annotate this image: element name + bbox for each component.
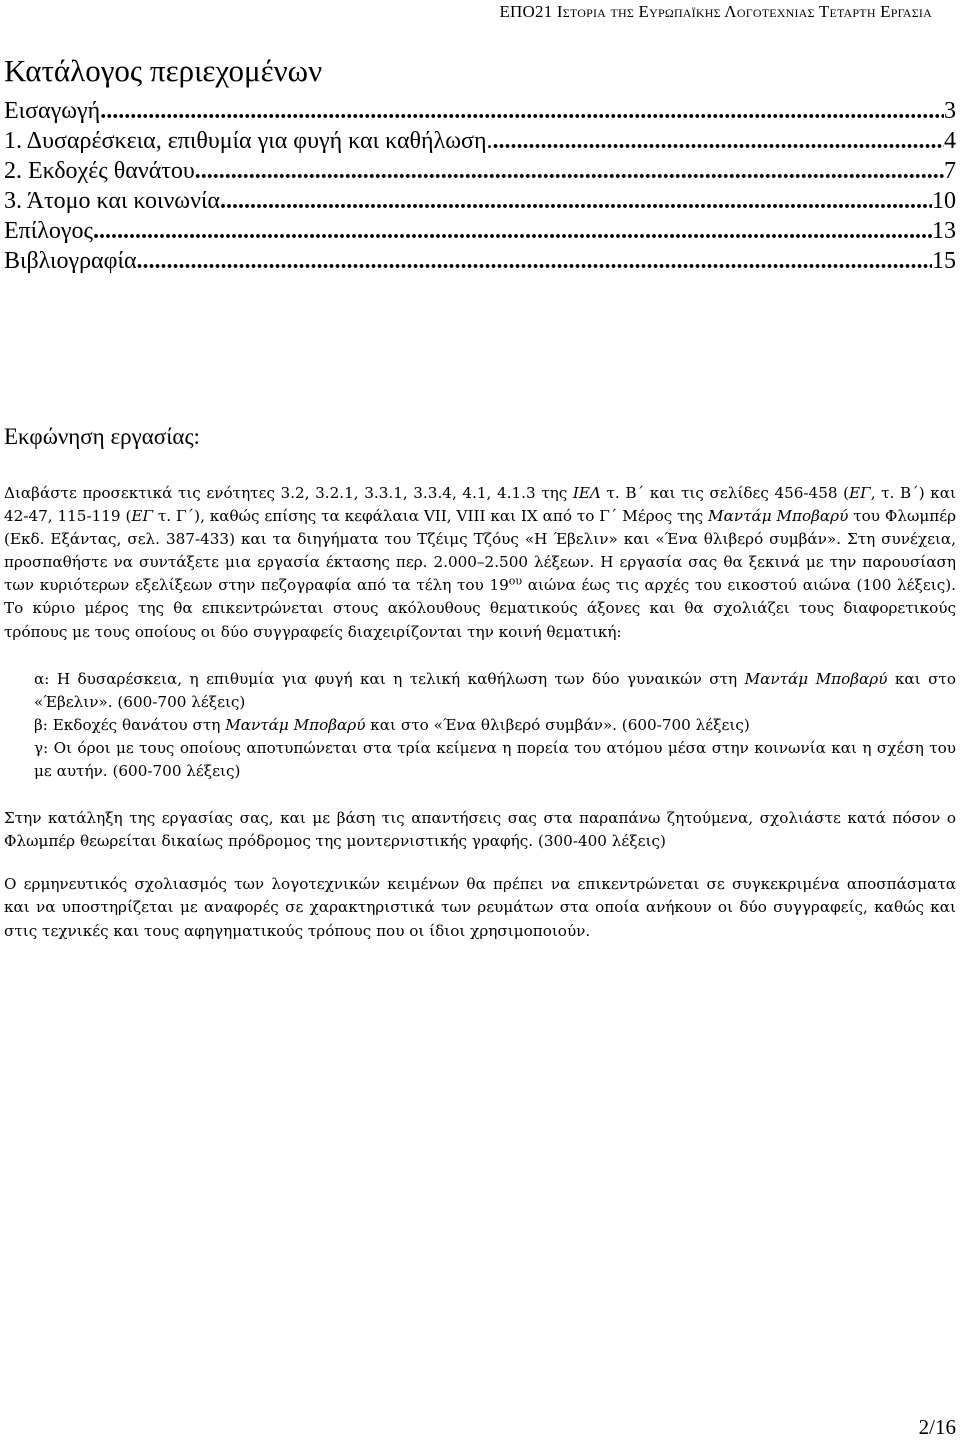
- toc-leader-dots: [137, 246, 932, 276]
- toc-leader-dots: [493, 126, 945, 156]
- toc-entry-chapter-1[interactable]: [4, 126, 956, 156]
- toc-entry-chapter-2[interactable]: [4, 156, 956, 186]
- toc-leader-dots: [195, 156, 944, 186]
- toc-leader-dots: [220, 186, 932, 216]
- toc-entry-chapter-3[interactable]: [4, 186, 956, 216]
- toc-entry-label: 2. Εκδοχές θανάτου: [4, 158, 195, 184]
- axis-beta: β: Εκδοχές θανάτου στη Μαντάμ Μποβαρύ και στο «Ένα θλιβερό συμβάν». (600-700 λέξεις): [34, 715, 750, 734]
- assignment-paragraph-3: Ο ερμηνευτικός σχολιασμός των λογοτεχνικών κειμένων θα πρέπει να επικεντρώνεται σε συγκεκριμένα αποσπάσματα και να υποστηρίζεται με αναφορές σε χαρακτηριστικά των ρευμάτων στα οποία ανήκουν οι δύο συγγραφείς, καθώς και στις τεχνικές και τους αφηγηματικούς τρόπους που οι ίδιοι χρησιμοποιούν.: [4, 875, 956, 940]
- toc-entry-page: 10: [932, 188, 956, 214]
- toc-entry-label: 1. Δυσαρέσκεια, επιθυμία για φυγή και καθήλωση.: [4, 128, 493, 154]
- toc-entry-page: 3: [944, 98, 956, 124]
- toc-entry-label: Βιβλιογραφία: [4, 248, 137, 274]
- toc-leader-dots: [93, 216, 932, 246]
- assignment-paragraph-2: Στην κατάληξη της εργασίας σας, και με βάση τις απαντήσεις σας στα παραπάνω ζητούμενα, σχολιάστε κατά πόσον ο Φλωμπέρ θεωρείται δικαίως πρόδρομος της μοντερνιστικής γραφής. (300-400 λέξεις): [4, 809, 956, 851]
- toc-entry-bibliography[interactable]: [4, 246, 956, 276]
- toc-entry-page: 15: [932, 248, 956, 274]
- toc-entry-label: Εισαγωγή: [4, 98, 101, 124]
- toc-entry-introduction[interactable]: [4, 96, 956, 126]
- toc-entry-page: 7: [944, 158, 956, 184]
- toc-entry-page: 4: [944, 128, 956, 154]
- axis-gamma: γ: Οι όροι με τους οποίους αποτυπώνεται στα τρία κείμενα η πορεία του ατόμου μέσα στην κοινωνία και η σχέση του με αυτήν. (600-700 λέξεις): [34, 738, 956, 781]
- assignment-title: Εκφώνηση εργασίας:: [4, 424, 200, 449]
- running-header: ΕΠΟ21 Ιστορια της Ευρωπαϊκης Λογοτεχνιας Τεταρτη Εργασια: [499, 2, 932, 21]
- axis-alpha: α: Η δυσαρέσκεια, η επιθυμία για φυγή και η τελική καθήλωση των δύο γυναικών στη Μαντάμ Μποβαρύ και στο «Έβελιν». (600-700 λέξεις): [34, 669, 956, 711]
- toc-entry-label: 3. Άτομο και κοινωνία: [4, 188, 220, 214]
- toc-entry-epilogue[interactable]: [4, 216, 956, 246]
- table-of-contents: [4, 96, 956, 276]
- page-number: 2/16: [918, 1415, 956, 1439]
- assignment-body: [4, 482, 956, 943]
- assignment-paragraph-1: Διαβάστε προσεκτικά τις ενότητες 3.2, 3.2.1, 3.3.1, 3.3.4, 4.1, 4.1.3 της ΙΕΛ τ. Β΄ και τις σελίδες 456-458 (ΕΓ, τ. Β΄) και 42-47, 115-119 (ΕΓ τ. Γ΄), καθώς επίσης τα κεφάλαια VII, VIII και IX από το Γ΄ Μέρος της Μαντάμ Μποβαρύ του Φλωμπέρ (Εκδ. Εξάντας, σελ. 387-433) και τα διηγήματα του Τζέιμς Τζόυς «Η Έβελιν» και «Ένα θλιβερό συμβάν». Στη συνέχεια, προσπαθήστε να συντάξετε μια εργασία έκτασης περ. 2.000–2.500 λέξεων. Η εργασία σας θα ξεκινά με την παρουσίαση των κυριότερων εξελίξεων στην πεζογραφία από τα τέλη του $19^{o\upsilon}$ αιώνα έως τις αρχές του εικοστού αιώνα (100 λέξεις). Το κύριο μέρος της θα επικεντρώνεται στους ακόλουθους θεματικούς άξονες και θα σχολιάζει τους διαφορετικούς τρόπους με τους οποίους οι δύο συγγραφείς διαχειρίζονται την κοινή θεματική:: [4, 484, 956, 641]
- toc-entry-label: Επίλογος: [4, 218, 93, 244]
- toc-leader-dots: [100, 96, 944, 126]
- toc-title: Κατάλογος περιεχομένων: [4, 53, 323, 88]
- toc-entry-page: 13: [932, 218, 956, 244]
